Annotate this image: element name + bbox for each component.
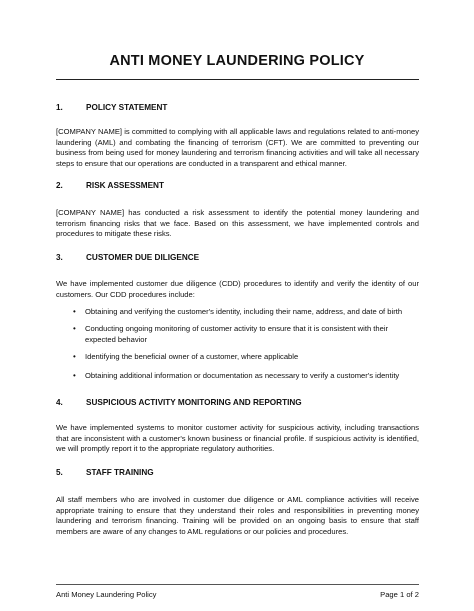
- list-item-text: Identifying the beneficial owner of a customer, where applicable: [85, 352, 299, 361]
- bullet-icon: •: [73, 371, 76, 380]
- section-text-staff-training: All staff members who are involved in customer due diligence or AML compliance activities will receive appropriate training to ensure that they understand their roles and responsibilities in preventing money laundering and terrorism financing. Training will be provided on an ongoing basis to ensure that staff members are aware of any changes to AML regulations or our policies and procedures.: [56, 495, 419, 536]
- section-text-policy-statement: [COMPANY NAME] is committed to complying with all applicable laws and regulations related to anti-money laundering (AML) and combating the financing of terrorism (CFT). We are committed to preventing our business from being used for money laundering and terrorism financing activities and will take all necessary steps to ensure that our operations are conducted in a transparent and ethical manner.: [56, 127, 419, 168]
- section-number: 1.: [56, 103, 63, 112]
- section-number: 4.: [56, 398, 63, 407]
- list-item-text: Obtaining and verifying the customer's identity, including their name, address, and date of birth: [85, 307, 403, 316]
- section-text-suspicious-activity: We have implemented systems to monitor customer activity for suspicious activity, including transactions that are inconsistent with a customer's known business or financial profile. If suspicious activity is identified, we will promptly report it to the appropriate regulatory authorities.: [56, 423, 419, 454]
- section-heading-risk-assessment: [56, 181, 164, 190]
- bullet-icon: •: [73, 352, 76, 361]
- bullet-icon: •: [73, 324, 76, 333]
- section-heading-suspicious-activity: [56, 398, 302, 407]
- footer-page-number: Page 1 of 2: [380, 590, 419, 599]
- section-heading-staff-training: [56, 468, 154, 477]
- section-heading-customer-due-diligence: [56, 253, 199, 262]
- list-item-text: Conducting ongoing monitoring of customer activity to ensure that it is consistent with their expected behavior: [85, 324, 389, 344]
- section-title: SUSPICIOUS ACTIVITY MONITORING AND REPORTING: [86, 398, 302, 407]
- title-divider: [56, 79, 419, 80]
- section-number: 5.: [56, 468, 63, 477]
- list-item-text: Obtaining additional information or documentation as necessary to verify a customer's identity: [85, 371, 400, 380]
- document-title: ANTI MONEY LAUNDERING POLICY: [109, 53, 365, 69]
- section-text-customer-due-diligence: We have implemented customer due diligence (CDD) procedures to identify and verify the identity of our customers. Our CDD procedures include:: [56, 279, 419, 299]
- section-heading-policy-statement: [56, 103, 167, 112]
- section-title: RISK ASSESSMENT: [86, 181, 164, 190]
- footer-divider: [56, 584, 419, 585]
- section-number: 2.: [56, 181, 63, 190]
- section-title: POLICY STATEMENT: [86, 103, 168, 112]
- bullet-icon: •: [73, 307, 76, 316]
- section-title: CUSTOMER DUE DILIGENCE: [86, 253, 200, 262]
- section-title: STAFF TRAINING: [86, 468, 154, 477]
- section-number: 3.: [56, 253, 63, 262]
- footer-document-name: Anti Money Laundering Policy: [56, 590, 157, 599]
- section-text-risk-assessment: [COMPANY NAME] has conducted a risk assessment to identify the potential money laundering and terrorism financing risks that we face. Based on this assessment, we have implemented controls and procedures to mitigate these risks.: [56, 208, 419, 239]
